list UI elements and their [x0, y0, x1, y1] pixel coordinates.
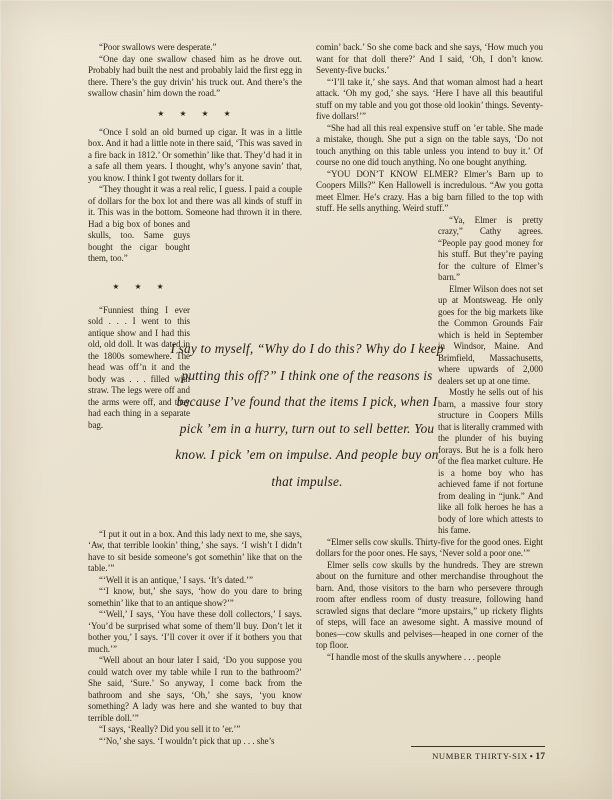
- folio-label: NUMBER THIRTY-SIX: [432, 751, 528, 761]
- paragraph: Mostly he sells out of his barn, a massive four story structure in Coopers Mills that is literally crammed with the plunder of his buying forays. But he is a folk hero of the flea market culture. He is a home boy who has achieved fame if not fortune from dealing in “junk.” And like all folk heroes he has a body of lore which attests to his fame.: [438, 387, 543, 535]
- pull-quote: I say to myself, “Why do I do this? Why do I keep putting this off?” I think one of the reasons is because I’ve found that the items I pick, when I pick ’em in a hurry, turn out to sell better. You know. I pick ’em on impulse. And people buy on that impulse.: [170, 341, 444, 489]
- paragraph: “Poor swallows were desperate.”: [99, 42, 217, 52]
- paragraph: Elmer sells cow skulls by the hundreds. They are strewn about on the furniture and other merchandise throughout the barn. And, those visitors to the barn who persevere through room after endless room of dusty treasure, following hand scrawled signs that declare “more upstairs,” up rickety flights of steps, will face an awesome sight. A massive mound of bones—cow skulls and pelvises—heaped in one corner of the top floor.: [316, 559, 543, 650]
- paragraph: “‘No,’ she says. ‘I wouldn’t pick that up . . . she’s: [99, 735, 275, 746]
- paragraph: [316, 215, 543, 284]
- paragraph: “‘Well,’ I says, ‘You have these doll collectors,’ I says. ‘You’d be surprised what some of them’ll buy. Don’t let it bother you,’ I says. ‘I’ll cover it over if it bothers you that much.’”: [88, 609, 302, 654]
- paragraph: comin’ back.’ So she come back and she says, ‘How much you want for that doll there?’ And I said, ‘Oh, I don’t know. Seventy-five bucks.’: [316, 42, 543, 75]
- page-footer: [411, 746, 545, 762]
- paragraph-text: “Ya, Elmer is pretty crazy,” Cathy agrees. “People pay good money for his stuff. But they’re paying for the culture of Elmer’s barn.”: [438, 214, 543, 282]
- paragraph: “‘I’ll take it,’ she says. And that woman almost had a heart attack. ‘Oh my god,’ she says. ‘Here I have all this beautiful stuff on my table and you got those old lookin’ things. Seventy-five dollars!’”: [316, 76, 543, 121]
- paragraph: “I handle most of the skulls anywhere . . . people: [327, 651, 501, 662]
- paragraph: “Elmer sells cow skulls. Thirty-five for the good ones. Eight dollars for the poor ones. He says, ‘Never sold a poor one.’”: [316, 536, 543, 558]
- paragraph-text: thrown it in there. Had a big box of bones and skulls, too. Same guys bought the cigar bought them, too.”: [88, 207, 302, 263]
- folio-bullet: •: [529, 751, 534, 761]
- paragraph: Elmer Wilson does not set up at Montsweag. He only goes for the big markets like the Common Grounds Fair which is held in September in Windsor, Maine. And Brimfield, Massachusetts, where upwards of 2,000 dealers set up at one time.: [438, 283, 543, 386]
- paragraph-text: “They thought it was a real relic, I guess. I paid a couple of dollars for the box lot and there was all kinds of stuff in it. This was in the bottom. Someone had: [88, 184, 302, 217]
- paragraph: “Once I sold an old burned up cigar. It was in a little box. And it had a little note in there said, ‘This was saved in a fire back in 1812.’ Or somethin’ like that. They’d had it in a safe all them years. I thought, why’s anyone savin’ that, you know. I think I got twenty dollars for it.: [88, 126, 302, 183]
- star-divider: ★ ★ ★ ★: [157, 108, 233, 118]
- paragraph: “One day one swallow chased him as he drove out. Probably had built the nest and probably laid the first egg in there. There’s the guy drivin’ his truck out. And there’s the swallow chasin’ him down the road.”: [88, 53, 302, 98]
- paragraph: “YOU DON’T KNOW ELMER? Elmer’s Barn up to Coopers Mills?” Ken Hallowell is incredulous. “Aw you gotta meet Elmer. He’s crazy. Has a big barn filled to the top with stuff. He sells anything. Weird stuff.”: [316, 168, 543, 213]
- paragraph: [88, 184, 302, 265]
- paragraph: “I says, ‘Really? Did you sell it to ’er.’”: [99, 724, 241, 734]
- paragraph: “I put it out in a box. And this lady next to me, she says, ‘Aw, that terrible lookin’ thing,’ she says. ‘I wish’t I didn’t have to sit beside someone’s got somethin’ like that on the table.’”: [88, 528, 302, 573]
- folio-page-number: 17: [535, 751, 545, 762]
- paragraph: “Well about an hour later I said, ‘Do you suppose you could watch over my table while I run to the bathroom?’ She said, ‘Sure.’ So anyway, I come back from the bathroom and she says, ‘Oh,’ she says, ‘you know something? A lady was here and she wanted to buy that terrible doll.’”: [88, 655, 302, 723]
- star-divider: ★ ★ ★: [112, 281, 166, 291]
- paragraph: “She had all this real expensive stuff on ’er table. She made a mistake, though. She put a sign on the table says, ‘Do not touch anything on this table unless you intend to buy it.’ Of course no one did touch anything. No one bought anything.: [316, 122, 543, 167]
- paragraph: “‘Well it is an antique,’ I says. ‘It’s dated.’”: [99, 574, 253, 585]
- paragraph: “Funniest thing I ever sold . . . I went to this antique show and I had this old, old doll. It was dated in the 1800s somewhere. The head was off’n it and the body was . . . filled with straw. The legs were off and the arms were off, and they had each thing in a separate bag.: [88, 304, 190, 430]
- paragraph: “‘I know, but,’ she says, ‘how do you dare to bring somethin’ like that to an antique show?’”: [88, 586, 302, 608]
